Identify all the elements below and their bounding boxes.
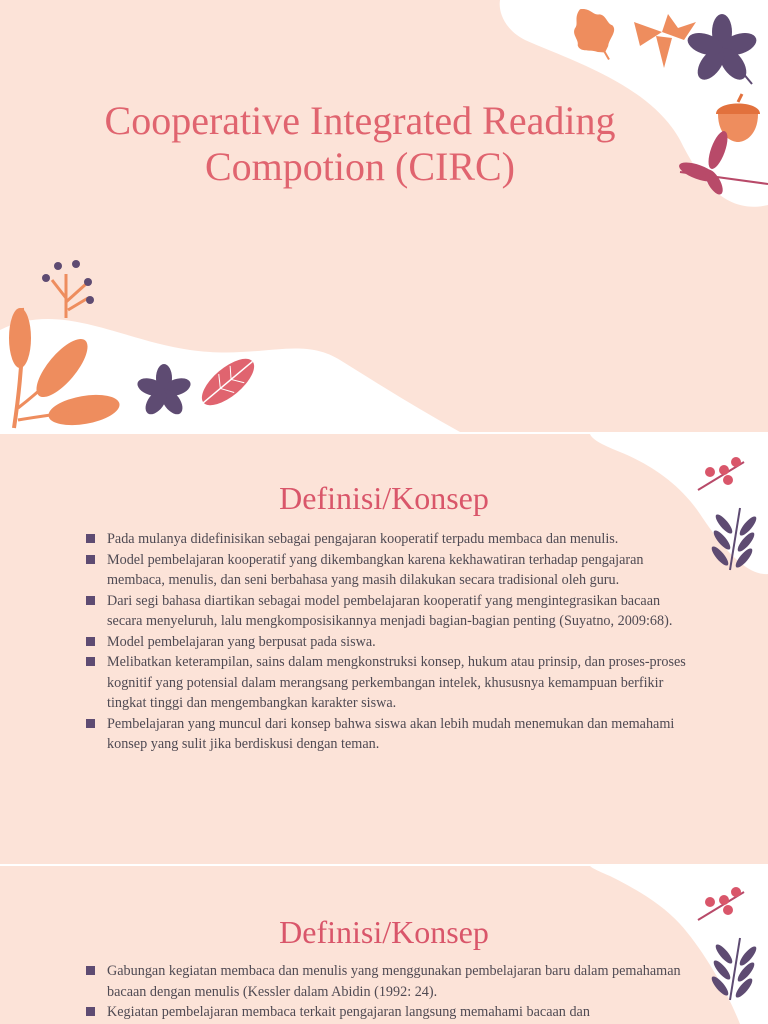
list-item: Model pembelajaran kooperatif yang dikembangkan karena kekhawatiran terhadap pengajaran membaca, menulis, dan seni berbahasa yang masih dilakukan secara tradisional oleh guru. (86, 550, 686, 591)
list-item: Kegiatan pembelajaran membaca terkait pengajaran langsung memahami bacaan dan (86, 1002, 686, 1023)
bullet-square-icon (86, 719, 95, 728)
bullet-list (86, 961, 686, 1023)
slide-heading: Definisi/Konsep (279, 480, 489, 516)
list-item: Pembelajaran yang muncul dari konsep bahwa siswa akan lebih mudah menemukan dan memahami konsep yang sulit jika berdiskusi dengan teman. (86, 714, 686, 755)
slide-1-decoration (0, 0, 768, 432)
list-item: Model pembelajaran yang berpusat pada siswa. (86, 632, 686, 653)
list-item: Gabungan kegiatan membaca dan menulis yang menggunakan pembelajaran baru dalam pemahaman bacaan dengan menulis (Kessler dalam Abidin (1992: 24). (86, 961, 686, 1002)
bullet-square-icon (86, 1007, 95, 1016)
slide-heading: Definisi/Konsep (279, 914, 489, 950)
slide-title: Cooperative Integrated Reading Compotion (CIRC) (104, 98, 616, 189)
bullet-square-icon (86, 555, 95, 564)
slide-1 (0, 0, 768, 432)
berry-branch-icon (42, 260, 94, 318)
list-item: Dari segi bahasa diartikan sebagai model pembelajaran kooperatif yang mengintegrasikan bacaan secara menyeluruh, lalu mengkomposisikannya menjadi bagian-bagian penting (Suyatno, 2009:68). (86, 591, 686, 632)
bullet-square-icon (86, 657, 95, 666)
slide-3 (0, 866, 768, 1024)
list-item: Melibatkan keterampilan, sains dalam mengkonstruksi konsep, hukum atau prinsip, dan proses-proses kognitif yang potensial dalam merangsang perkembangan intelek, khususnya kemampuan berfikir tingkat tinggi dan mengembangkan karakter siswa. (86, 652, 686, 714)
bullet-square-icon (86, 596, 95, 605)
bullet-list (86, 529, 686, 755)
bullet-square-icon (86, 966, 95, 975)
list-item: Pada mulanya didefinisikan sebagai pengajaran kooperatif terpadu membaca dan menulis. (86, 529, 686, 550)
bullet-square-icon (86, 637, 95, 646)
bullet-square-icon (86, 534, 95, 543)
slide-2 (0, 434, 768, 864)
